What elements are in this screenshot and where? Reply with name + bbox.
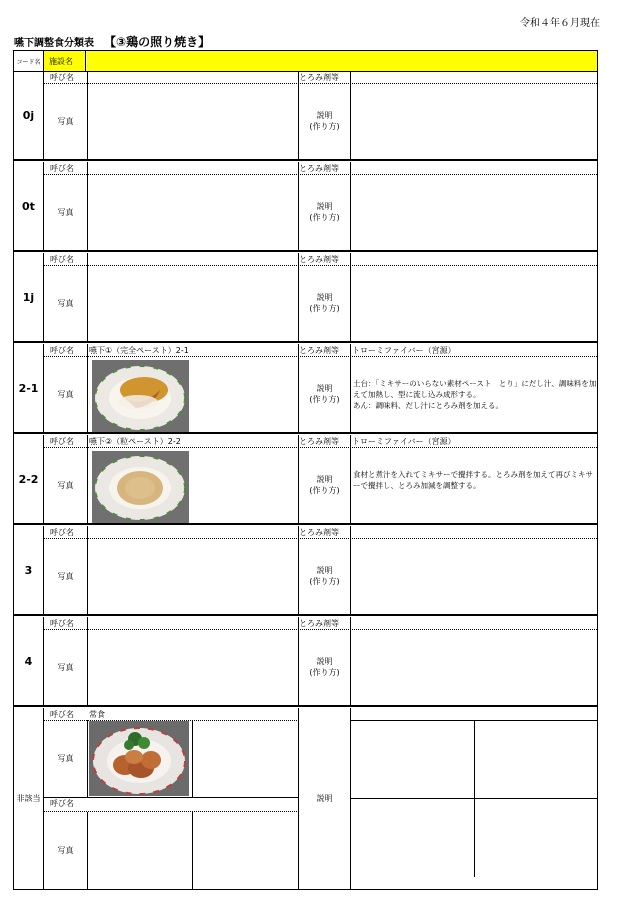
table-row [14,71,597,161]
row-code: 2-2 [18,472,39,486]
photo-label: 写真 [57,846,74,855]
name-label: 呼び名 [50,799,74,808]
title-main: 嚥下調整食分類表 [14,38,94,49]
explanation-label: 説明 (作り方) [309,384,340,404]
thickener-value[interactable]: トローミファイバー（宮源） [352,346,456,355]
name-label: 呼び名 [50,255,74,264]
regular-meal-name: 常食 [89,710,105,719]
row-code: 2-1 [18,381,39,395]
code-header: コード名 [14,51,44,71]
table-row [14,344,597,434]
thickener-label: とろみ剤等 [299,619,339,628]
classification-table [13,50,598,890]
explanation-label: 説明 (作り方) [309,202,340,222]
description-text[interactable]: 食材と煮汁を入れてミキサーで攪拌する。とろみ剤を加えて再びミキサーで攪拌し、とろみ加減を調整する。 [353,470,593,490]
photo-label: 写真 [57,480,74,490]
photo-label: 写真 [57,754,74,763]
name-label: 呼び名 [50,346,74,355]
name-label: 呼び名 [50,528,74,537]
explanation-label: 説明 (作り方) [309,657,340,677]
explanation-label: 説明 (作り方) [309,566,340,586]
thickener-label: とろみ剤等 [299,528,339,537]
photo-label: 写真 [57,298,74,308]
name-label: 呼び名 [50,710,74,719]
description-text[interactable]: 土台：「ミキサーのいらない素材ペースト とり」にだし汁、調味料を加えて加熱し、型に流し込み成形する。 あん：調味料、だし汁にとろみ剤を加える。 [353,379,597,410]
name-label: 呼び名 [50,437,74,446]
row-code: 0j [22,108,35,122]
name-value[interactable]: 嚥下①（完全ペースト）2-1 [89,346,189,355]
table-row [14,526,597,616]
explanation-label: 説明 (作り方) [309,111,340,131]
name-label: 呼び名 [50,164,74,173]
non-applicable-code: 非該当 [16,794,41,803]
table-row [14,162,597,252]
thickener-label: とろみ剤等 [299,164,339,173]
thickener-label: とろみ剤等 [299,255,339,264]
facility-name-field[interactable] [87,51,597,71]
regular-meal-photo [89,721,189,796]
row-code: 0t [22,199,35,213]
explanation-label: 説明 (作り方) [309,475,340,495]
facility-label: 施設名 [44,51,86,71]
dish-photo [92,451,189,523]
row-code: 3 [24,563,33,577]
photo-label: 写真 [57,571,74,581]
row-code: 4 [24,654,33,668]
dish-photo [92,360,189,432]
explanation-label: 説明 (作り方) [309,293,340,313]
explanation-label: 説明 [316,794,333,803]
thickener-label: とろみ剤等 [299,346,339,355]
name-label: 呼び名 [50,73,74,82]
table-header [14,51,597,72]
thickener-value[interactable]: トローミファイバー（宮源） [352,437,456,446]
photo-label: 写真 [57,662,74,672]
table-row [14,253,597,343]
row-code: 1j [22,290,35,304]
table-row [14,435,597,525]
title-sub: 【③鶏の照り焼き】 [104,35,211,49]
date-label: 令和４年６月現在 [520,18,600,29]
page-title [14,33,210,50]
name-value[interactable]: 嚥下②（粒ペースト）2-2 [89,437,181,446]
thickener-label: とろみ剤等 [299,73,339,82]
table-row [14,617,597,707]
thickener-label: とろみ剤等 [299,437,339,446]
non-applicable-row [14,708,597,889]
photo-label: 写真 [57,207,74,217]
name-label: 呼び名 [50,619,74,628]
photo-label: 写真 [57,389,74,399]
photo-label: 写真 [57,116,74,126]
